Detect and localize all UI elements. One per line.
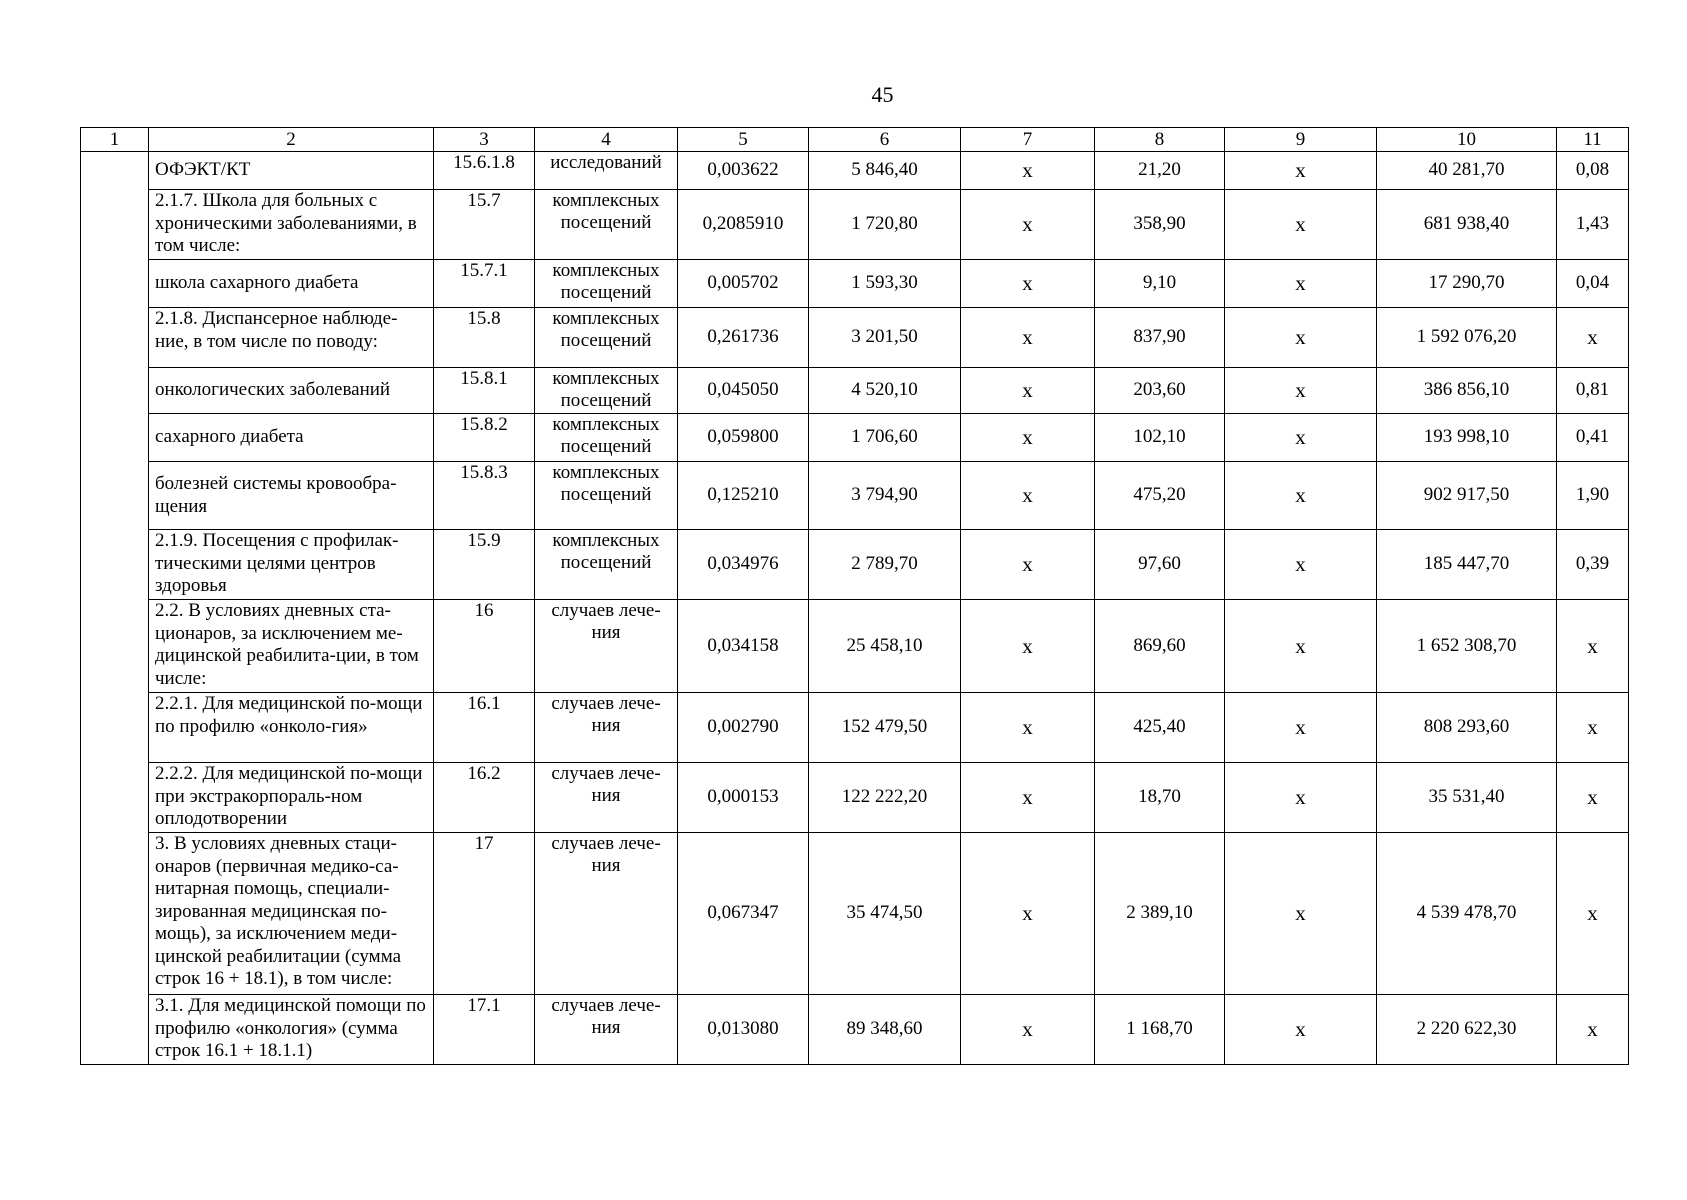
cell-col7: х bbox=[961, 152, 1095, 190]
cell-col5: 0,013080 bbox=[678, 995, 809, 1065]
cell-col5: 0,067347 bbox=[678, 833, 809, 995]
blank-cell bbox=[81, 190, 149, 260]
table-row bbox=[81, 368, 1629, 414]
cell-col8: 97,60 bbox=[1095, 530, 1225, 600]
cell-col6: 4 520,10 bbox=[809, 368, 961, 414]
row-code: 17 bbox=[434, 833, 535, 995]
row-code: 15.6.1.8 bbox=[434, 152, 535, 190]
blank-cell bbox=[81, 260, 149, 308]
cell-col6: 89 348,60 bbox=[809, 995, 961, 1065]
cell-col5: 0,059800 bbox=[678, 414, 809, 462]
cell-col7: х bbox=[961, 833, 1095, 995]
cell-col10: 17 290,70 bbox=[1377, 260, 1557, 308]
cell-col10: 2 220 622,30 bbox=[1377, 995, 1557, 1065]
cell-col8: 837,90 bbox=[1095, 308, 1225, 368]
cell-col9: х bbox=[1225, 833, 1377, 995]
cell-col10: 902 917,50 bbox=[1377, 462, 1557, 530]
cell-col8: 203,60 bbox=[1095, 368, 1225, 414]
row-unit: комплексных посещений bbox=[535, 462, 678, 530]
cell-col11: 1,43 bbox=[1557, 190, 1629, 260]
row-unit: комплексных посещений bbox=[535, 414, 678, 462]
cell-col10: 35 531,40 bbox=[1377, 763, 1557, 833]
cell-col6: 25 458,10 bbox=[809, 600, 961, 693]
cell-col11: 0,41 bbox=[1557, 414, 1629, 462]
col-header: 7 bbox=[961, 128, 1095, 152]
cell-col7: х bbox=[961, 190, 1095, 260]
blank-cell bbox=[81, 693, 149, 763]
cell-col11: 1,90 bbox=[1557, 462, 1629, 530]
cell-col10: 185 447,70 bbox=[1377, 530, 1557, 600]
row-code: 15.8.2 bbox=[434, 414, 535, 462]
cell-col7: х bbox=[961, 995, 1095, 1065]
cell-col8: 21,20 bbox=[1095, 152, 1225, 190]
row-name: 2.1.8. Диспансерное наблюде-ние, в том числе по поводу: bbox=[149, 308, 434, 368]
cell-col7: х bbox=[961, 368, 1095, 414]
cell-col11: х bbox=[1557, 995, 1629, 1065]
cell-col5: 0,002790 bbox=[678, 693, 809, 763]
cell-col9: х bbox=[1225, 462, 1377, 530]
col-header: 9 bbox=[1225, 128, 1377, 152]
cell-col6: 2 789,70 bbox=[809, 530, 961, 600]
row-unit: исследований bbox=[535, 152, 678, 190]
row-unit: комплексных посещений bbox=[535, 368, 678, 414]
col-header: 3 bbox=[434, 128, 535, 152]
table-row bbox=[81, 693, 1629, 763]
blank-cell bbox=[81, 530, 149, 600]
cell-col9: х bbox=[1225, 693, 1377, 763]
cell-col8: 18,70 bbox=[1095, 763, 1225, 833]
cell-col10: 40 281,70 bbox=[1377, 152, 1557, 190]
cell-col10: 681 938,40 bbox=[1377, 190, 1557, 260]
cell-col6: 1 720,80 bbox=[809, 190, 961, 260]
cell-col9: х bbox=[1225, 260, 1377, 308]
table-body bbox=[81, 152, 1629, 1065]
cell-col9: х bbox=[1225, 308, 1377, 368]
cell-col5: 0,2085910 bbox=[678, 190, 809, 260]
row-unit: комплексных посещений bbox=[535, 260, 678, 308]
cell-col6: 5 846,40 bbox=[809, 152, 961, 190]
cell-col9: х bbox=[1225, 414, 1377, 462]
header-row bbox=[81, 128, 1629, 152]
cell-col9: х bbox=[1225, 190, 1377, 260]
col-header: 6 bbox=[809, 128, 961, 152]
cell-col8: 869,60 bbox=[1095, 600, 1225, 693]
row-unit: комплексных посещений bbox=[535, 530, 678, 600]
row-unit: случаев лече-ния bbox=[535, 693, 678, 763]
row-name: 3.1. Для медицинской помощи по профилю «онкология» (сумма строк 16.1 + 18.1.1) bbox=[149, 995, 434, 1065]
cell-col5: 0,000153 bbox=[678, 763, 809, 833]
data-table bbox=[80, 127, 1629, 1065]
cell-col6: 152 479,50 bbox=[809, 693, 961, 763]
row-code: 15.8 bbox=[434, 308, 535, 368]
cell-col11: х bbox=[1557, 308, 1629, 368]
cell-col11: 0,81 bbox=[1557, 368, 1629, 414]
cell-col10: 1 652 308,70 bbox=[1377, 600, 1557, 693]
col-header: 1 bbox=[81, 128, 149, 152]
cell-col11: х bbox=[1557, 833, 1629, 995]
cell-col5: 0,261736 bbox=[678, 308, 809, 368]
cell-col7: х bbox=[961, 530, 1095, 600]
cell-col8: 2 389,10 bbox=[1095, 833, 1225, 995]
row-name: 2.2.2. Для медицинской по-мощи при экстракорпораль-ном оплодотворении bbox=[149, 763, 434, 833]
row-name: болезней системы кровообра-щения bbox=[149, 462, 434, 530]
blank-cell bbox=[81, 763, 149, 833]
cell-col8: 1 168,70 bbox=[1095, 995, 1225, 1065]
table-row bbox=[81, 414, 1629, 462]
row-code: 15.8.3 bbox=[434, 462, 535, 530]
cell-col11: х bbox=[1557, 693, 1629, 763]
cell-col5: 0,045050 bbox=[678, 368, 809, 414]
cell-col9: х bbox=[1225, 368, 1377, 414]
col-header: 5 bbox=[678, 128, 809, 152]
blank-cell bbox=[81, 600, 149, 693]
blank-cell bbox=[81, 414, 149, 462]
table-row bbox=[81, 190, 1629, 260]
row-code: 16.2 bbox=[434, 763, 535, 833]
table-row bbox=[81, 462, 1629, 530]
cell-col10: 193 998,10 bbox=[1377, 414, 1557, 462]
row-code: 15.9 bbox=[434, 530, 535, 600]
cell-col7: х bbox=[961, 693, 1095, 763]
cell-col7: х bbox=[961, 600, 1095, 693]
row-name: сахарного диабета bbox=[149, 414, 434, 462]
table-row bbox=[81, 833, 1629, 995]
blank-cell bbox=[81, 462, 149, 530]
cell-col11: 0,04 bbox=[1557, 260, 1629, 308]
row-code: 16 bbox=[434, 600, 535, 693]
cell-col5: 0,125210 bbox=[678, 462, 809, 530]
table-row bbox=[81, 600, 1629, 693]
cell-col6: 35 474,50 bbox=[809, 833, 961, 995]
row-unit: случаев лече-ния bbox=[535, 600, 678, 693]
row-unit: комплексных посещений bbox=[535, 190, 678, 260]
cell-col5: 0,005702 bbox=[678, 260, 809, 308]
cell-col8: 425,40 bbox=[1095, 693, 1225, 763]
cell-col11: х bbox=[1557, 600, 1629, 693]
cell-col8: 358,90 bbox=[1095, 190, 1225, 260]
table-row bbox=[81, 763, 1629, 833]
cell-col9: х bbox=[1225, 995, 1377, 1065]
cell-col9: х bbox=[1225, 600, 1377, 693]
row-code: 15.8.1 bbox=[434, 368, 535, 414]
cell-col8: 102,10 bbox=[1095, 414, 1225, 462]
table-row bbox=[81, 308, 1629, 368]
row-unit: случаев лече-ния bbox=[535, 763, 678, 833]
row-code: 15.7 bbox=[434, 190, 535, 260]
cell-col10: 4 539 478,70 bbox=[1377, 833, 1557, 995]
cell-col7: х bbox=[961, 414, 1095, 462]
cell-col6: 1 706,60 bbox=[809, 414, 961, 462]
row-code: 17.1 bbox=[434, 995, 535, 1065]
row-name: 2.1.9. Посещения с профилак-тическими целями центров здоровья bbox=[149, 530, 434, 600]
cell-col11: х bbox=[1557, 763, 1629, 833]
cell-col10: 386 856,10 bbox=[1377, 368, 1557, 414]
cell-col6: 1 593,30 bbox=[809, 260, 961, 308]
col-header: 4 bbox=[535, 128, 678, 152]
cell-col6: 3 794,90 bbox=[809, 462, 961, 530]
row-unit: случаев лече-ния bbox=[535, 833, 678, 995]
cell-col9: х bbox=[1225, 152, 1377, 190]
cell-col7: х bbox=[961, 763, 1095, 833]
cell-col10: 1 592 076,20 bbox=[1377, 308, 1557, 368]
cell-col11: 0,39 bbox=[1557, 530, 1629, 600]
cell-col7: х bbox=[961, 260, 1095, 308]
cell-col8: 9,10 bbox=[1095, 260, 1225, 308]
table-row bbox=[81, 152, 1629, 190]
table-row bbox=[81, 530, 1629, 600]
row-name: 2.2.1. Для медицинской по-мощи по профилю «онколо-гия» bbox=[149, 693, 434, 763]
col-header: 11 bbox=[1557, 128, 1629, 152]
cell-col5: 0,034158 bbox=[678, 600, 809, 693]
blank-cell bbox=[81, 995, 149, 1065]
cell-col6: 122 222,20 bbox=[809, 763, 961, 833]
cell-col7: х bbox=[961, 308, 1095, 368]
cell-col9: х bbox=[1225, 530, 1377, 600]
blank-cell bbox=[81, 368, 149, 414]
row-code: 15.7.1 bbox=[434, 260, 535, 308]
cell-col8: 475,20 bbox=[1095, 462, 1225, 530]
row-name: 2.1.7. Школа для больных с хроническими заболеваниями, в том числе: bbox=[149, 190, 434, 260]
row-name: ОФЭКТ/КТ bbox=[149, 152, 434, 190]
cell-col10: 808 293,60 bbox=[1377, 693, 1557, 763]
cell-col9: х bbox=[1225, 763, 1377, 833]
row-name: 2.2. В условиях дневных ста-ционаров, за исключением ме-дицинской реабилита-ции, в том числе: bbox=[149, 600, 434, 693]
cell-col7: х bbox=[961, 462, 1095, 530]
blank-cell bbox=[81, 152, 149, 190]
row-code: 16.1 bbox=[434, 693, 535, 763]
row-unit: случаев лече-ния bbox=[535, 995, 678, 1065]
table-row bbox=[81, 260, 1629, 308]
col-header: 8 bbox=[1095, 128, 1225, 152]
row-name: школа сахарного диабета bbox=[149, 260, 434, 308]
table-row bbox=[81, 995, 1629, 1065]
row-name: 3. В условиях дневных стаци-онаров (первичная медико-са-нитарная помощь, специали-зированная медицинская по-мощь), за исключением меди-цинской реабилитации (сумма строк 16 + 18.1), в том числе: bbox=[149, 833, 434, 995]
col-header: 10 bbox=[1377, 128, 1557, 152]
row-name: онкологических заболеваний bbox=[149, 368, 434, 414]
cell-col5: 0,003622 bbox=[678, 152, 809, 190]
cell-col6: 3 201,50 bbox=[809, 308, 961, 368]
col-header: 2 bbox=[149, 128, 434, 152]
blank-cell bbox=[81, 833, 149, 995]
blank-cell bbox=[81, 308, 149, 368]
page-number: 45 bbox=[871, 82, 894, 107]
row-unit: комплексных посещений bbox=[535, 308, 678, 368]
cell-col5: 0,034976 bbox=[678, 530, 809, 600]
cell-col11: 0,08 bbox=[1557, 152, 1629, 190]
